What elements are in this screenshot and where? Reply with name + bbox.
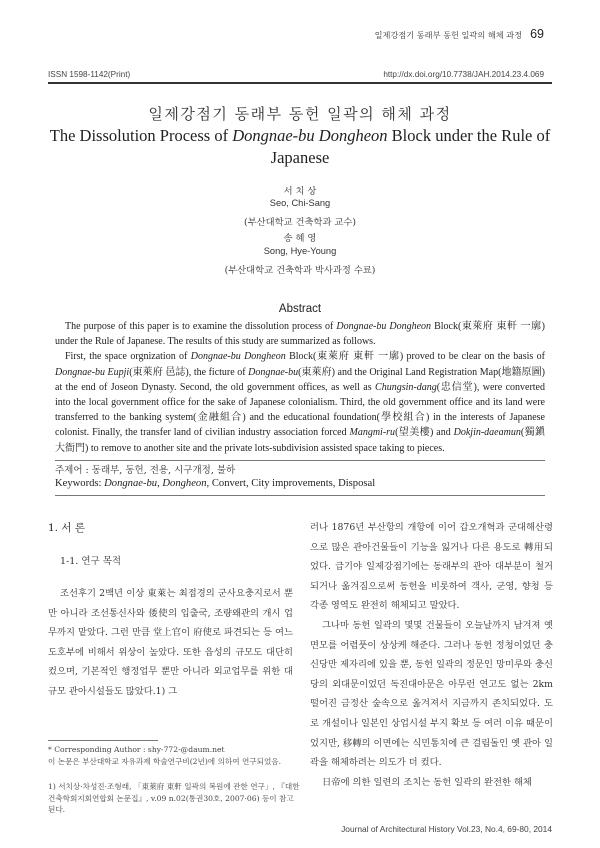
title-english: The Dissolution Process of Dongnae-bu Dongheon Block under the Rule of Japanese <box>49 126 551 167</box>
right-paragraph-1: 러나 1876년 부산항의 개항에 이어 갑오개혁과 군대해산령으로 많은 관아건물들이 기능을 잃거나 다른 용도로 轉用되었다. 급기야 일제강점기에는 동래부의 관아 대부분이 철거되거나 옮겨짐으로써 동헌을 비롯하여 객사, 군영, 향청 등 각종 영역도 완전히 해체되고 말았다. <box>310 522 553 612</box>
right-column-body <box>310 518 553 792</box>
author2-name-ko: 송 혜 영 <box>283 233 317 244</box>
author1-name-en: Seo, Chi-Sang <box>269 198 331 208</box>
running-head <box>375 27 544 41</box>
running-title: 일제강점기 동래부 동헌 일곽의 해체 과정 <box>374 30 523 40</box>
abstract-heading: Abstract <box>278 303 322 315</box>
author1-name-ko: 서 치 상 <box>283 186 317 197</box>
right-paragraph-2: 그나마 동헌 일곽의 몇몇 건물들이 오늘날까지 남겨져 옛 면모를 어렴풋이 상상케 해준다. 그러나 동헌 정청이었던 충신당만 제자리에 있을 뿐, 동헌 일곽의 정문인 망미루와 충신당의 외대문이었던 독진대아문은 아무런 연고도 없는 2km 떨어진 금정산 숲속으로 옮겨져서 지금까지 존치되었다. 도로 개설이나 일본인 상업시설 부지 확보 등 여러 이유 때문이었지만, 移轉의 이면에는 식민통치에 큰 걸림돌인 옛 관아 일곽을 해체하려는 의도가 더 컸다. <box>310 619 553 769</box>
footnote-1: 1) 서치상·차성진·조형래, 「東萊府 東軒 일곽의 복원에 관한 연구」, 『대한건축학회지회연합회 논문집』, v.09 n.02(통권30호, 2007·06) 등이 참고된다. <box>48 782 300 814</box>
section-heading-1: 1. 서 론 <box>48 522 85 534</box>
issn: ISSN 1598-1142(Print) <box>48 70 131 79</box>
left-column-body <box>48 584 293 702</box>
author1-affiliation: (부산대학교 건축학과 교수) <box>244 217 356 228</box>
author2-name-en: Song, Hye-Young <box>263 246 337 256</box>
abstract-paragraph-1: The purpose of this paper is to examine the dissolution process of Dongnae-bu Dongheon Block(東萊府 東軒 一廓) under the Rule of Japanese. The results of this study are summarized as follows. <box>55 321 545 348</box>
abstract-paragraph-2: First, the space orgnization of Dongnae-bu Dongheon Block(東萊府 東軒 一廓) proved to be clear on the basis of Dongnae-bu Eupji(東萊府 邑誌), the ficture of Dongnae-bu(東萊府) and the Original Land Registration Map(地籍原圖) at the end of Joseon Dynasty. Second, the old government offices, as well as Chungsin-dang(忠信堂), were converted into the local government office for the sake of Japanese colonialism. Third, the old government office and its land were transferred to the banking system(金融組合) and the educational foundation(學校組合) in the interests of Japanese colonist. Finally, the transfer land of civilian industry association forced Mangmi-ru(望美樓) and Dokjin-daeamun(獨鎭大衙門) to remove to another site and the private lots-subdivision assisted space taking to pieces. <box>55 351 546 454</box>
left-paragraph: 조선후기 2백년 이상 東萊는 최접경의 군사요충지로서 뿐만 아니라 조선통신사와 倭使의 입출국, 조량왜관의 개시 업무까지 맡았다. 그런 만큼 堂上官이 府使로 파견되는 등 여느 도호부에 비해서 위상이 높았다. 또한 읍성의 규모도 대단히 컸으며, 기본적인 행정업무 뿐만 아니라 외교업무를 위한 대규모 관아시설들도 많았다.1) 그 <box>48 588 293 697</box>
author2-affiliation: (부산대학교 건축학과 박사과정 수료) <box>224 265 376 276</box>
section-heading-1-1: 1-1. 연구 목적 <box>60 556 122 567</box>
right-paragraph-3: 日帝에 의한 일련의 조치는 동헌 일곽의 완전한 해체 <box>322 776 532 788</box>
header-rule <box>48 82 552 84</box>
doi-link[interactable]: http://dx.doi.org/10.7738/JAH.2014.23.4.069 <box>383 70 544 79</box>
abstract-body <box>55 319 545 456</box>
journal-citation: Journal of Architectural History Vol.23, No.4, 69-80, 2014 <box>341 824 552 834</box>
page-number: 69 <box>530 27 544 41</box>
keywords-english: Keywords: Dongnae-bu, Dongheon, Convert, City improvements, Disposal <box>55 478 376 489</box>
footnote-rule <box>48 740 158 741</box>
title-korean: 일제강점기 동래부 동헌 일곽의 해체 과정 <box>148 105 452 123</box>
keywords-rule-bottom <box>55 495 545 496</box>
keywords-rule-top <box>55 460 545 461</box>
footnote-corresponding: * Corresponding Author : shy-772-@daum.net 이 논문은 부산대학교 자유과제 학술연구비(2년)에 의하여 연구되었음. <box>48 745 282 766</box>
keywords-korean: 주제어 : 동래부, 동헌, 전용, 시구개정, 불하 <box>55 465 236 476</box>
